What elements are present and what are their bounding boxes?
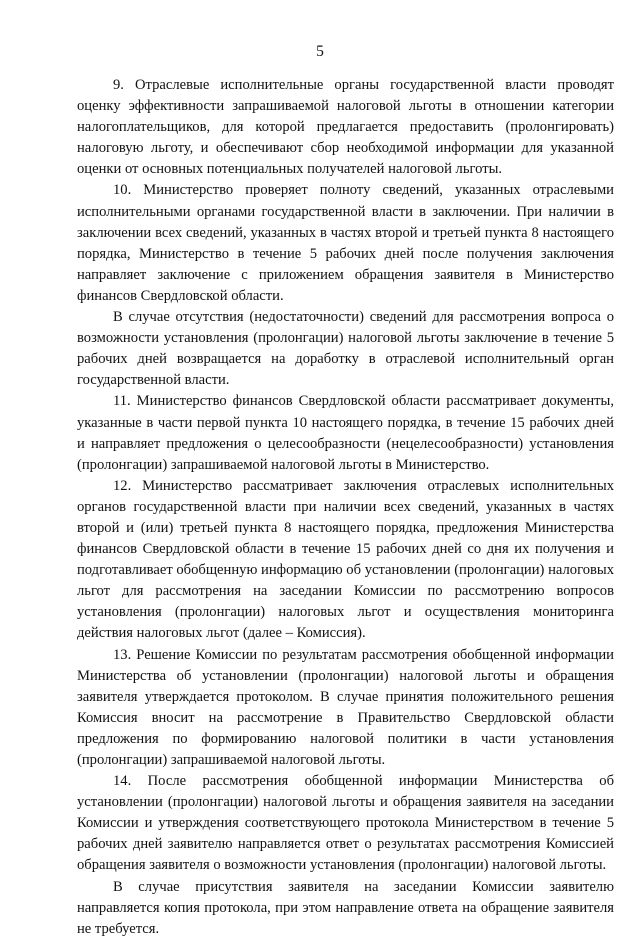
paragraph-9: 9. Отраслевые исполнительные органы государственной власти проводят оценку эффективности запрашиваемой налоговой льготы в отношении категории налогоплательщиков, для которой предлагается предоставить (пролонгировать) налоговую льготу, и обеспечивают сбор необходимой информации для указанной оценки от основных потенциальных получателей налоговой льготы. (77, 77, 614, 178)
paragraph-14-part-2: В случае присутствия заявителя на заседании Комиссии заявителю направляется копия протокола, при этом направление ответа на обращение заявителя не требуется. (77, 878, 614, 937)
paragraph-14: 14. После рассмотрения обобщенной информации Министерства об установлении (пролонгации) налоговой льготы и обращения заявителя на заседании Комиссии и утверждения соответствующего протокола Министерством в течение 5 рабочих дней заявителю направляется ответ о результатах рассмотрения Комиссией обращения заявителя о возможности установления (пролонгации) налоговой льготы. (77, 773, 614, 874)
paragraph-10: 10. Министерство проверяет полноту сведений, указанных отраслевыми исполнительными органами государственной власти в заключении. При наличии в заключении всех сведений, указанных в частях второй и третьей пункта 8 настоящего порядка, Министерство в течение 5 рабочих дней после получения заключения направляет заключение с приложением обращения заявителя в Министерство финансов Свердловской области. (77, 182, 614, 304)
page-number: 5 (316, 43, 324, 60)
paragraph-10-part-2: В случае отсутствия (недостаточности) сведений для рассмотрения вопроса о возможности установления (пролонгации) налоговой льготы заключение в течение 5 рабочих дней возвращается на доработку в отраслевой исполнительный орган государственной власти. (77, 309, 614, 389)
paragraph-11: 11. Министерство финансов Свердловской области рассматривает документы, указанные в части первой пункта 10 настоящего порядка, в течение 15 рабочих дней и направляет предложения о целесообразности (нецелесообразности) установления (пролонгации) запрашиваемой налоговой льготы в Министерство. (77, 393, 614, 473)
paragraph-12: 12. Министерство рассматривает заключения отраслевых исполнительных органов государственной власти при наличии всех сведений, указанных в частях второй и (или) третьей пункта 8 настоящего порядка, предложения Министерства финансов Свердловской области в течение 15 рабочих дней со дня их получения и подготавливает обобщенную информацию об установлении (пролонгации) налоговых льгот для рассмотрения на заседании Комиссии по рассмотрению вопросов установления (пролонгации) налоговых льгот и осуществления мониторинга действия налоговых льгот (далее – Комиссия). (77, 477, 614, 642)
paragraph-13: 13. Решение Комиссии по результатам рассмотрения обобщенной информации Министерства об установлении (пролонгации) налоговой льготы и обращения заявителя утверждается протоколом. В случае принятия положительного решения Комиссия вносит на рассмотрение в Правительство Свердловской области предложения по формированию налоговой политики в части установления (пролонгации) запрашиваемой налоговой льготы. (77, 646, 614, 768)
document-body (77, 75, 614, 940)
